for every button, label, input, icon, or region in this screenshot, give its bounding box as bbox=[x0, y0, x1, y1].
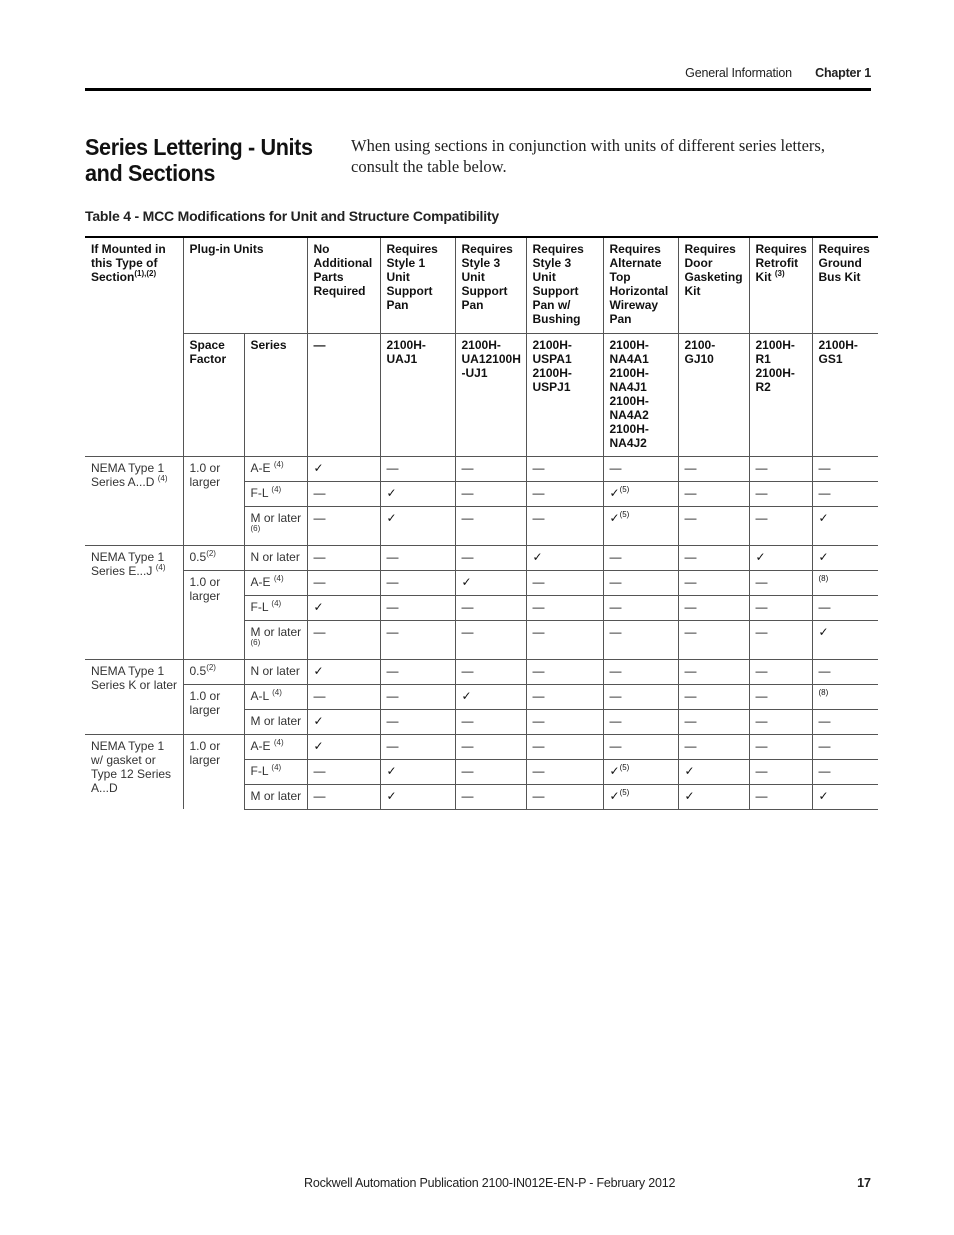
cell-style1: — bbox=[380, 456, 455, 481]
cell-retrofit: — bbox=[749, 784, 812, 809]
cell-ground-bus: ✓ bbox=[812, 784, 878, 809]
header-no-parts: No Additional Parts Required bbox=[307, 237, 380, 333]
header-ground-bus: Requires Ground Bus Kit bbox=[812, 237, 878, 333]
cell-door-gasketing: — bbox=[678, 570, 749, 595]
compatibility-table bbox=[85, 236, 878, 810]
cell-door-gasketing: — bbox=[678, 545, 749, 570]
cell-alt-wireway: ✓$^{(5)}$ bbox=[603, 784, 678, 809]
cell-style3: — bbox=[455, 784, 526, 809]
series-cell: A-E $^{(4)}$ bbox=[244, 456, 307, 481]
cell-no-parts: ✓ bbox=[307, 709, 380, 734]
series-cell: A-E $^{(4)}$ bbox=[244, 570, 307, 595]
cell-retrofit: — bbox=[749, 506, 812, 545]
cell-retrofit: — bbox=[749, 481, 812, 506]
cell-style1: — bbox=[380, 734, 455, 759]
cell-style3: — bbox=[455, 595, 526, 620]
cell-no-parts: — bbox=[307, 784, 380, 809]
cell-door-gasketing: — bbox=[678, 709, 749, 734]
series-cell: F-L $^{(4)}$ bbox=[244, 481, 307, 506]
series-cell: A-L $^{(4)}$ bbox=[244, 684, 307, 709]
cell-ground-bus: — bbox=[812, 456, 878, 481]
intro-paragraph: When using sections in conjunction with units of different series letters, consult the table below. bbox=[351, 136, 825, 176]
cell-no-parts: — bbox=[307, 684, 380, 709]
cell-ground-bus: — bbox=[812, 659, 878, 684]
cell-style3-bushing: — bbox=[526, 456, 603, 481]
cell-alt-wireway: — bbox=[603, 659, 678, 684]
cell-no-parts: — bbox=[307, 506, 380, 545]
header-door-gasketing: Requires Door Gasketing Kit bbox=[678, 237, 749, 333]
table-row bbox=[85, 684, 878, 709]
running-header bbox=[685, 66, 871, 80]
cell-ground-bus: — bbox=[812, 734, 878, 759]
cell-alt-wireway: — bbox=[603, 545, 678, 570]
series-cell: M or later bbox=[244, 709, 307, 734]
part-no-parts: — bbox=[307, 333, 380, 456]
cell-retrofit: — bbox=[749, 620, 812, 659]
cell-retrofit: — bbox=[749, 734, 812, 759]
cell-ground-bus: ✓ bbox=[812, 506, 878, 545]
cell-style3-bushing: — bbox=[526, 481, 603, 506]
space-factor-cell: 1.0 or larger bbox=[183, 570, 244, 659]
cell-style3: — bbox=[455, 709, 526, 734]
series-cell: M or later bbox=[244, 784, 307, 809]
cell-no-parts: — bbox=[307, 570, 380, 595]
cell-style1: ✓ bbox=[380, 759, 455, 784]
space-factor-cell: 1.0 or larger bbox=[183, 684, 244, 734]
cell-style3-bushing: — bbox=[526, 595, 603, 620]
cell-style3: — bbox=[455, 456, 526, 481]
cell-no-parts: ✓ bbox=[307, 734, 380, 759]
series-cell: N or later bbox=[244, 659, 307, 684]
cell-alt-wireway: — bbox=[603, 595, 678, 620]
part-style3-bushing: 2100H-USPA1 2100H-USPJ1 bbox=[526, 333, 603, 456]
cell-retrofit: — bbox=[749, 759, 812, 784]
header-retrofit: Requires Retrofit Kit $^{(3)}$ bbox=[749, 237, 812, 333]
header-chapter: Chapter 1 bbox=[815, 66, 871, 80]
cell-no-parts: — bbox=[307, 620, 380, 659]
cell-no-parts: ✓ bbox=[307, 456, 380, 481]
cell-ground-bus: — bbox=[812, 759, 878, 784]
cell-alt-wireway: — bbox=[603, 734, 678, 759]
section-title: Series Lettering - Units and Sections bbox=[85, 134, 313, 186]
cell-style3-bushing: — bbox=[526, 506, 603, 545]
part-retrofit: 2100H-R1 2100H-R2 bbox=[749, 333, 812, 456]
cell-door-gasketing: — bbox=[678, 595, 749, 620]
header-alt-wireway: Requires Alternate Top Horizontal Wireway Pan bbox=[603, 237, 678, 333]
page-number: 17 bbox=[857, 1176, 871, 1190]
section-type-cell: NEMA Type 1 Series K or later bbox=[85, 659, 183, 734]
cell-retrofit: — bbox=[749, 684, 812, 709]
cell-no-parts: — bbox=[307, 481, 380, 506]
cell-alt-wireway: ✓$^{(5)}$ bbox=[603, 481, 678, 506]
header-series: Series bbox=[244, 333, 307, 456]
header-mounted: If Mounted in this Type of Section$^{(1),(2)}$ bbox=[85, 237, 183, 456]
cell-style3: — bbox=[455, 506, 526, 545]
cell-style3: ✓ bbox=[455, 684, 526, 709]
cell-no-parts: ✓ bbox=[307, 595, 380, 620]
table-row bbox=[85, 734, 878, 759]
series-cell: N or later bbox=[244, 545, 307, 570]
series-cell: F-L $^{(4)}$ bbox=[244, 595, 307, 620]
cell-style3-bushing: ✓ bbox=[526, 545, 603, 570]
cell-door-gasketing: — bbox=[678, 481, 749, 506]
cell-alt-wireway: ✓$^{(5)}$ bbox=[603, 506, 678, 545]
table-body bbox=[85, 456, 878, 809]
table-row bbox=[85, 570, 878, 595]
cell-style3-bushing: — bbox=[526, 784, 603, 809]
cell-door-gasketing: — bbox=[678, 620, 749, 659]
series-cell: F-L $^{(4)}$ bbox=[244, 759, 307, 784]
table-row bbox=[85, 545, 878, 570]
cell-ground-bus: ✓ bbox=[812, 545, 878, 570]
cell-no-parts: — bbox=[307, 759, 380, 784]
cell-style1: — bbox=[380, 570, 455, 595]
cell-style1: ✓ bbox=[380, 506, 455, 545]
cell-style3: — bbox=[455, 620, 526, 659]
space-factor-cell: 0.5$^{(2)}$ bbox=[183, 545, 244, 570]
cell-alt-wireway: — bbox=[603, 620, 678, 659]
section-type-cell: NEMA Type 1 Series E...J $^{(4)}$ bbox=[85, 545, 183, 659]
part-style3: 2100H-UA12100H -UJ1 bbox=[455, 333, 526, 456]
cell-style1: — bbox=[380, 595, 455, 620]
space-factor-cell: 0.5$^{(2)}$ bbox=[183, 659, 244, 684]
space-factor-cell: 1.0 or larger bbox=[183, 456, 244, 545]
section-type-cell: NEMA Type 1 w/ gasket or Type 12 Series A...D bbox=[85, 734, 183, 809]
part-alt-wireway: 2100H-NA4A1 2100H-NA4J1 2100H-NA4A2 2100H-NA4J2 bbox=[603, 333, 678, 456]
cell-ground-bus: (8) bbox=[812, 570, 878, 595]
cell-style1: — bbox=[380, 709, 455, 734]
header-style1: Requires Style 1 Unit Support Pan bbox=[380, 237, 455, 333]
cell-style1: — bbox=[380, 659, 455, 684]
cell-style3-bushing: — bbox=[526, 734, 603, 759]
cell-style3: — bbox=[455, 545, 526, 570]
table-row bbox=[85, 456, 878, 481]
cell-retrofit: ✓ bbox=[749, 545, 812, 570]
cell-alt-wireway: — bbox=[603, 709, 678, 734]
cell-style1: — bbox=[380, 545, 455, 570]
cell-door-gasketing: — bbox=[678, 456, 749, 481]
cell-ground-bus: — bbox=[812, 481, 878, 506]
cell-ground-bus: — bbox=[812, 709, 878, 734]
cell-retrofit: — bbox=[749, 570, 812, 595]
table-caption: Table 4 - MCC Modifications for Unit and Structure Compatibility bbox=[85, 208, 499, 224]
cell-style3: — bbox=[455, 734, 526, 759]
cell-style3-bushing: — bbox=[526, 684, 603, 709]
cell-style1: — bbox=[380, 620, 455, 659]
footer-publication: Rockwell Automation Publication 2100-IN012E-EN-P - February 2012 bbox=[304, 1176, 676, 1190]
cell-style1: — bbox=[380, 684, 455, 709]
section-type-cell: NEMA Type 1 Series A...D $^{(4)}$ bbox=[85, 456, 183, 545]
cell-style3-bushing: — bbox=[526, 570, 603, 595]
header-style3: Requires Style 3 Unit Support Pan bbox=[455, 237, 526, 333]
series-cell: A-E $^{(4)}$ bbox=[244, 734, 307, 759]
cell-style3: — bbox=[455, 481, 526, 506]
cell-no-parts: ✓ bbox=[307, 659, 380, 684]
header-plugin-units: Plug-in Units bbox=[183, 237, 307, 333]
cell-style3-bushing: — bbox=[526, 659, 603, 684]
cell-style3-bushing: — bbox=[526, 620, 603, 659]
series-cell: M or later $^{(6)}$ bbox=[244, 620, 307, 659]
cell-style3: ✓ bbox=[455, 570, 526, 595]
space-factor-cell: 1.0 or larger bbox=[183, 734, 244, 809]
cell-retrofit: — bbox=[749, 595, 812, 620]
cell-retrofit: — bbox=[749, 456, 812, 481]
part-style1: 2100H-UAJ1 bbox=[380, 333, 455, 456]
cell-retrofit: — bbox=[749, 659, 812, 684]
cell-style3: — bbox=[455, 759, 526, 784]
cell-ground-bus: (8) bbox=[812, 684, 878, 709]
header-style3-bushing: Requires Style 3 Unit Support Pan w/ Bushing bbox=[526, 237, 603, 333]
cell-retrofit: — bbox=[749, 709, 812, 734]
cell-door-gasketing: — bbox=[678, 506, 749, 545]
cell-alt-wireway: — bbox=[603, 456, 678, 481]
part-door-gasketing: 2100-GJ10 bbox=[678, 333, 749, 456]
cell-style3: — bbox=[455, 659, 526, 684]
header-section: General Information bbox=[685, 66, 792, 80]
cell-door-gasketing: ✓ bbox=[678, 759, 749, 784]
cell-door-gasketing: ✓ bbox=[678, 784, 749, 809]
part-ground-bus: 2100H-GS1 bbox=[812, 333, 878, 456]
cell-style1: ✓ bbox=[380, 481, 455, 506]
cell-style3-bushing: — bbox=[526, 709, 603, 734]
table-row bbox=[85, 659, 878, 684]
cell-alt-wireway: ✓$^{(5)}$ bbox=[603, 759, 678, 784]
cell-door-gasketing: — bbox=[678, 734, 749, 759]
cell-ground-bus: ✓ bbox=[812, 620, 878, 659]
cell-door-gasketing: — bbox=[678, 684, 749, 709]
cell-ground-bus: — bbox=[812, 595, 878, 620]
cell-style3-bushing: — bbox=[526, 759, 603, 784]
cell-alt-wireway: — bbox=[603, 570, 678, 595]
cell-style1: ✓ bbox=[380, 784, 455, 809]
cell-door-gasketing: — bbox=[678, 659, 749, 684]
cell-no-parts: — bbox=[307, 545, 380, 570]
series-cell: M or later $^{(6)}$ bbox=[244, 506, 307, 545]
cell-alt-wireway: — bbox=[603, 684, 678, 709]
header-rule bbox=[85, 88, 871, 91]
header-space-factor: Space Factor bbox=[183, 333, 244, 456]
